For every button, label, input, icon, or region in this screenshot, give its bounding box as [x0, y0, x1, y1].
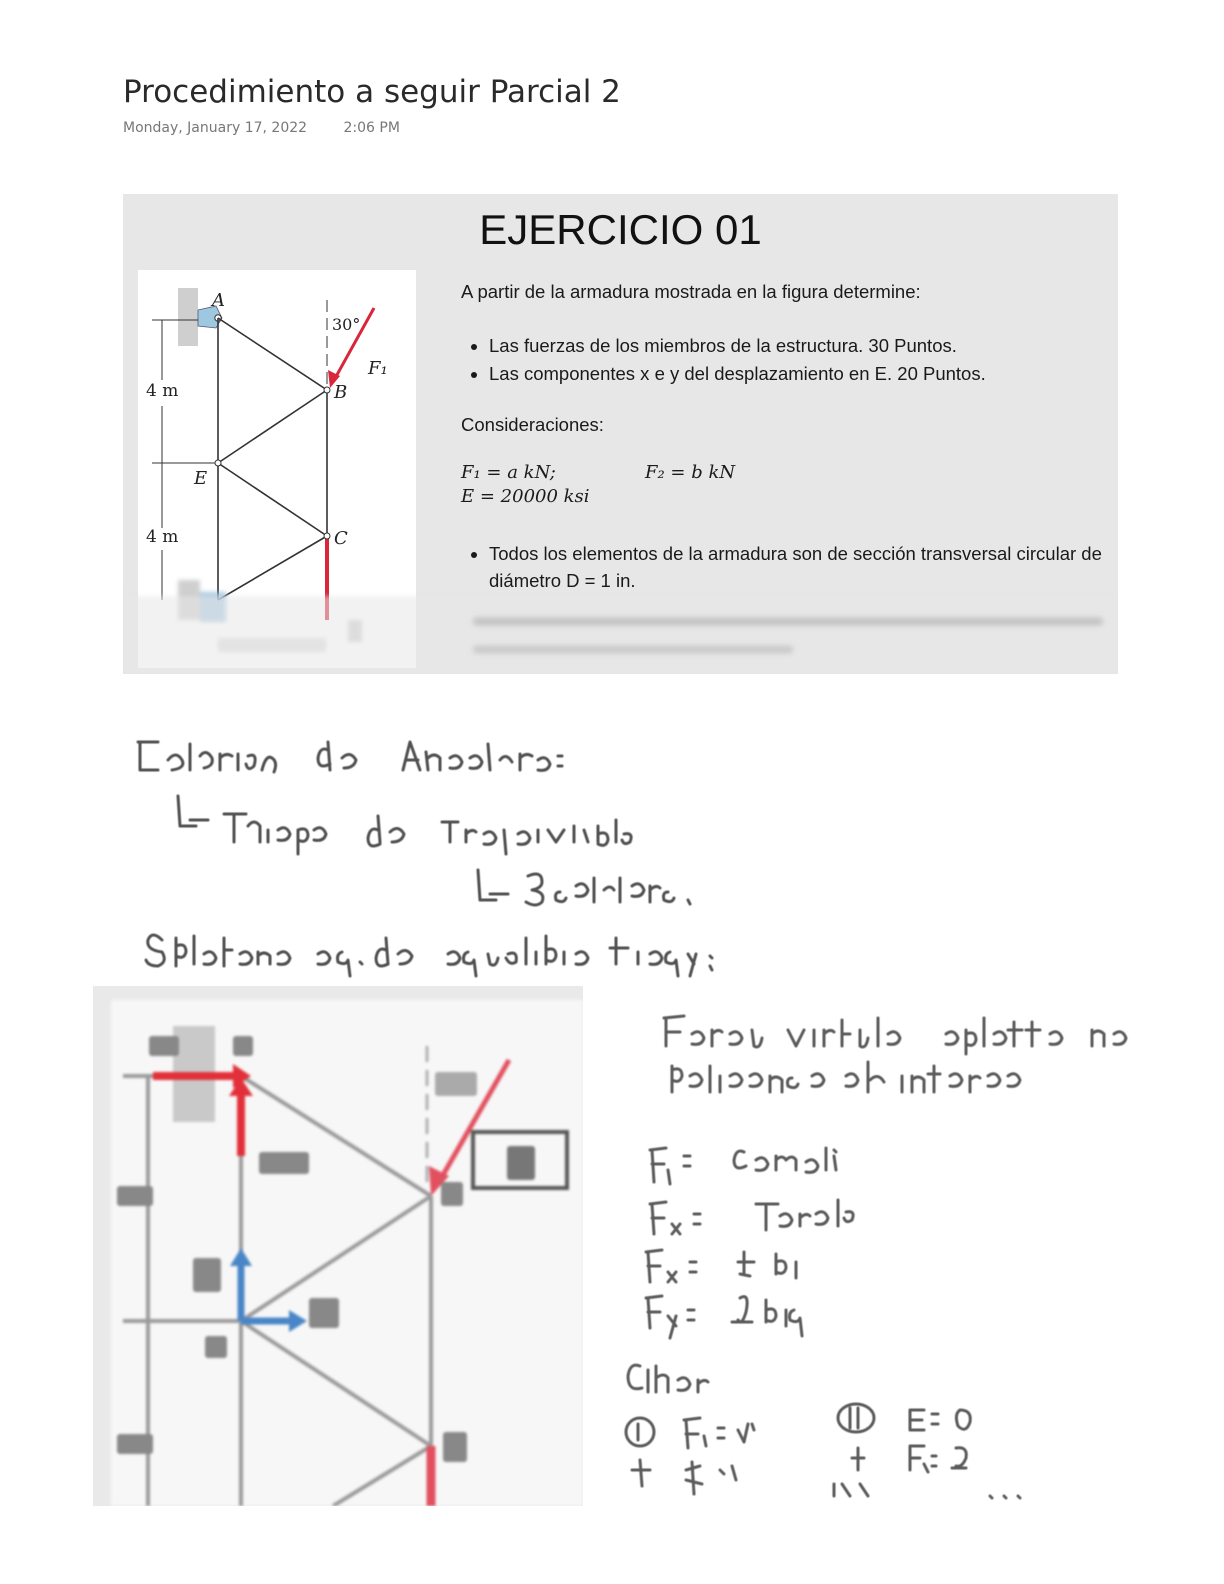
truss-members — [218, 318, 327, 600]
label-angle: 30° — [332, 315, 361, 334]
page-title: Procedimiento a seguir Parcial 2 — [123, 74, 621, 110]
equations — [461, 461, 1111, 510]
handwritten-notes-right — [620, 1000, 1140, 1500]
considerations-label: Consideraciones: — [461, 414, 604, 436]
handwriting-strokes-top — [128, 730, 768, 980]
label-c: C — [334, 528, 348, 549]
page-time: 2:06 PM — [343, 120, 400, 136]
slide-text — [461, 278, 1111, 595]
blurred-slide-bottom — [123, 596, 1118, 674]
joint-b — [324, 387, 330, 393]
page-meta — [123, 120, 432, 136]
page-date: Monday, January 17, 2022 — [123, 120, 308, 136]
objectives-list — [461, 332, 1111, 388]
annotated-truss-image — [93, 986, 583, 1506]
dim-label-top: 4 m — [146, 381, 179, 401]
handwritten-notes-top — [128, 730, 768, 980]
equation-f2: F₂ = b kN — [645, 462, 736, 483]
annotated-truss-diagram — [93, 986, 583, 1506]
conditions-list — [461, 540, 1111, 596]
wall-support-top — [178, 288, 198, 346]
label-force-f1: F₁ — [368, 358, 388, 379]
condition-item: • Todos los elementos de la armadura son de sección transversal circular de diámetro D = 1 in. — [489, 540, 1111, 596]
slide-title: EJERCICIO 01 — [479, 206, 762, 253]
label-a: A — [212, 290, 225, 311]
joint-c — [324, 533, 330, 539]
objective-item: • Las fuerzas de los miembros de la estructura. 30 Puntos. — [489, 332, 1111, 360]
joint-e — [215, 460, 221, 466]
exercise-slide — [123, 194, 1118, 674]
slide-intro: A partir de la armadura mostrada en la figura determine: — [461, 281, 921, 302]
label-b: B — [334, 382, 348, 403]
equation-e: E = 20000 ksi — [461, 486, 590, 508]
equation-f1: F₁ = a kN; — [461, 462, 556, 483]
dim-label-bottom: 4 m — [146, 527, 179, 547]
dimension-lines — [152, 320, 218, 600]
handwriting-strokes-right — [620, 1000, 1140, 1500]
label-e: E — [194, 468, 208, 489]
objective-item: • Las componentes x e y del desplazamiento en E. 20 Puntos. — [489, 360, 1111, 388]
